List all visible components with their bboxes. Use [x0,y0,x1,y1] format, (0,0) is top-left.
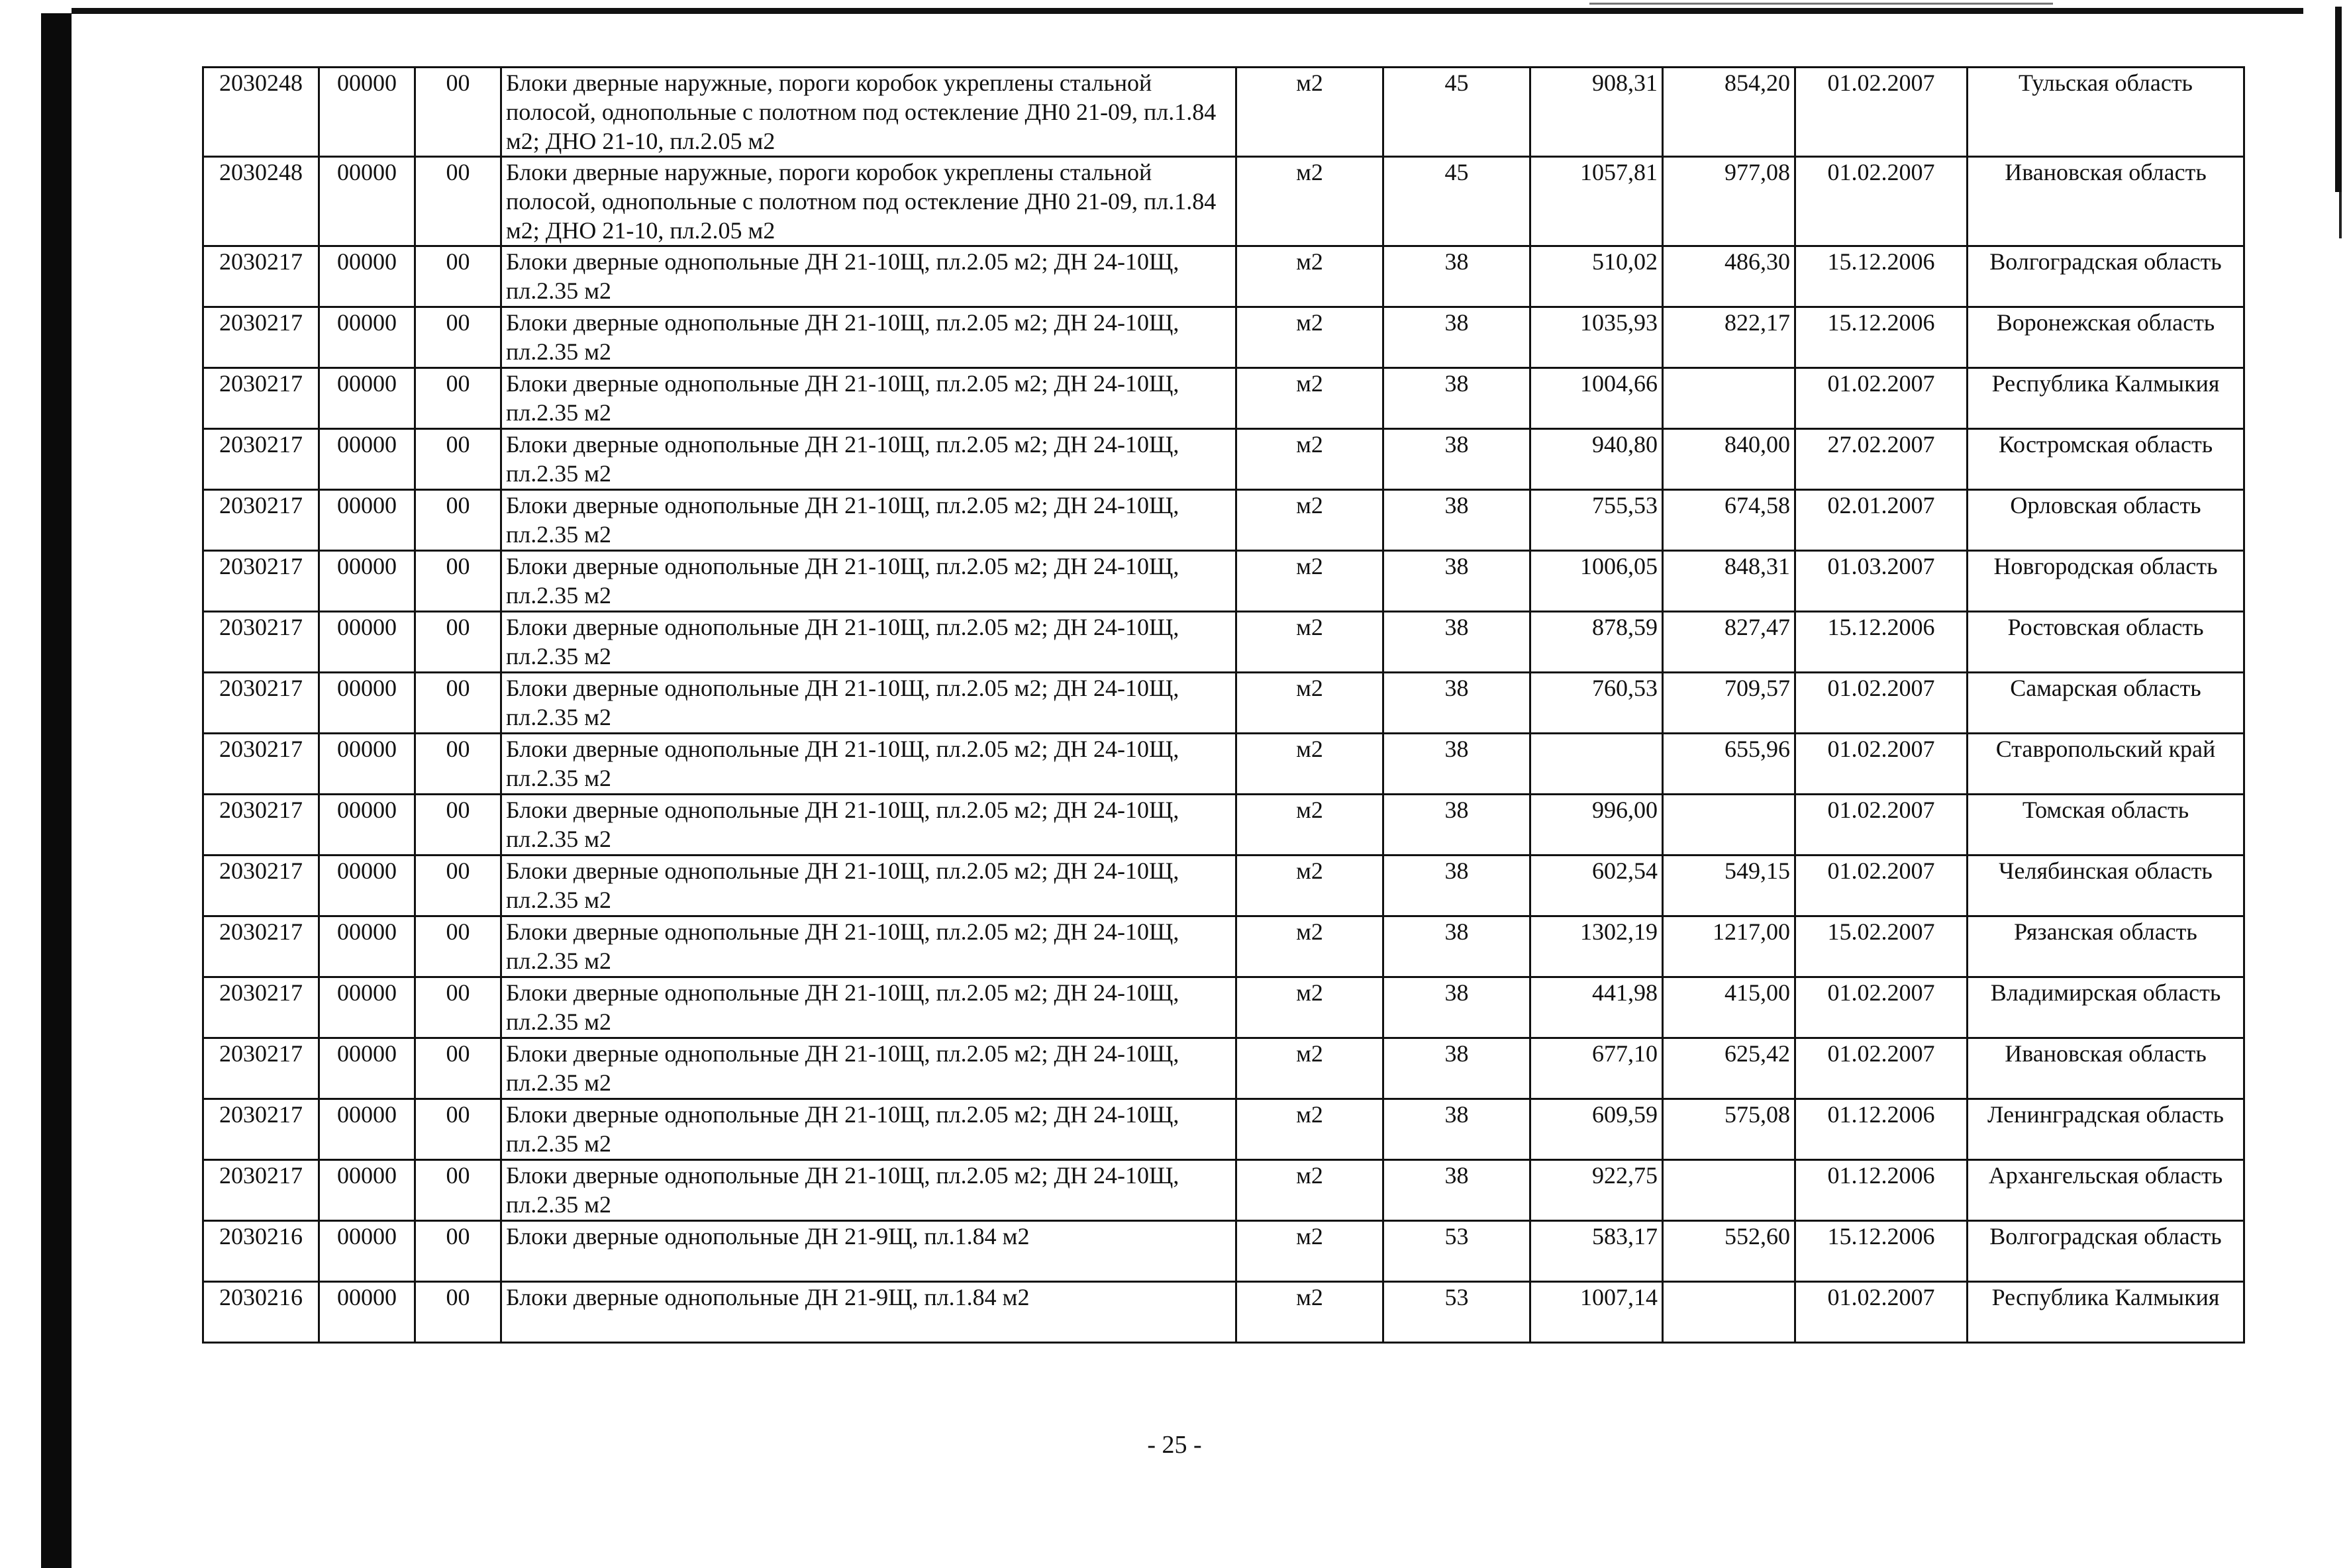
region: Орловская область [1968,490,2244,551]
quantity: 53 [1383,1282,1530,1343]
date: 15.02.2007 [1795,916,1968,977]
item-description: Блоки дверные однопольные ДН 21-10Щ, пл.2.05 м2; ДН 24-10Щ, пл.2.35 м2 [501,1038,1236,1099]
item-description: Блоки дверные однопольные ДН 21-9Щ, пл.1.84 м2 [501,1221,1236,1282]
price-1: 922,75 [1530,1160,1663,1221]
unit: м2 [1236,1038,1383,1099]
sub-code: 00000 [319,1282,415,1343]
item-description: Блоки дверные однопольные ДН 21-10Щ, пл.2.05 м2; ДН 24-10Щ, пл.2.35 м2 [501,1099,1236,1160]
item-description: Блоки дверные однопольные ДН 21-9Щ, пл.1.84 м2 [501,1282,1236,1343]
group-code: 00 [415,1282,501,1343]
region: Тульская область [1968,68,2244,157]
price-2 [1663,795,1795,856]
quantity: 38 [1383,612,1530,673]
table-row [203,612,2244,673]
table-body [203,68,2244,1343]
item-description: Блоки дверные однопольные ДН 21-10Щ, пл.2.05 м2; ДН 24-10Щ, пл.2.35 м2 [501,916,1236,977]
item-code: 2030217 [203,612,319,673]
table-row [203,1160,2244,1221]
item-description: Блоки дверные однопольные ДН 21-10Щ, пл.2.05 м2; ДН 24-10Щ, пл.2.35 м2 [501,612,1236,673]
item-code: 2030248 [203,157,319,246]
price-1: 755,53 [1530,490,1663,551]
quantity: 38 [1383,1099,1530,1160]
price-1: 609,59 [1530,1099,1663,1160]
sub-code: 00000 [319,856,415,916]
unit: м2 [1236,490,1383,551]
region: Рязанская область [1968,916,2244,977]
sub-code: 00000 [319,1221,415,1282]
sub-code: 00000 [319,1160,415,1221]
group-code: 00 [415,916,501,977]
quantity: 38 [1383,368,1530,429]
date: 15.12.2006 [1795,612,1968,673]
region: Волгоградская область [1968,1221,2244,1282]
quantity: 38 [1383,429,1530,490]
item-description: Блоки дверные однопольные ДН 21-10Щ, пл.2.05 м2; ДН 24-10Щ, пл.2.35 м2 [501,307,1236,368]
item-description: Блоки дверные однопольные ДН 21-10Щ, пл.2.05 м2; ДН 24-10Щ, пл.2.35 м2 [501,734,1236,795]
price-1: 1057,81 [1530,157,1663,246]
price-2: 827,47 [1663,612,1795,673]
unit: м2 [1236,673,1383,734]
table-row [203,1282,2244,1343]
item-description: Блоки дверные однопольные ДН 21-10Щ, пл.2.05 м2; ДН 24-10Щ, пл.2.35 м2 [501,368,1236,429]
price-2 [1663,1160,1795,1221]
date: 02.01.2007 [1795,490,1968,551]
table-row [203,977,2244,1038]
price-2: 655,96 [1663,734,1795,795]
price-1: 441,98 [1530,977,1663,1038]
price-2: 709,57 [1663,673,1795,734]
price-table [202,66,2245,1344]
scan-edge-bar [41,13,72,1568]
unit: м2 [1236,368,1383,429]
unit: м2 [1236,1221,1383,1282]
item-description: Блоки дверные однопольные ДН 21-10Щ, пл.2.05 м2; ДН 24-10Щ, пл.2.35 м2 [501,856,1236,916]
price-1: 908,31 [1530,68,1663,157]
group-code: 00 [415,490,501,551]
unit: м2 [1236,429,1383,490]
item-code: 2030217 [203,977,319,1038]
table-row [203,856,2244,916]
date: 01.02.2007 [1795,157,1968,246]
price-1: 878,59 [1530,612,1663,673]
group-code: 00 [415,673,501,734]
quantity: 38 [1383,551,1530,612]
table-row [203,368,2244,429]
region: Владимирская область [1968,977,2244,1038]
item-description: Блоки дверные наружные, пороги коробок укреплены стальной полосой, однопольные с полотном под остекление ДН0 21-09, пл.1.84 м2; ДНО 21-10, пл.2.05 м2 [501,68,1236,157]
price-2: 977,08 [1663,157,1795,246]
table-row [203,734,2244,795]
unit: м2 [1236,1099,1383,1160]
price-2: 552,60 [1663,1221,1795,1282]
item-code: 2030248 [203,68,319,157]
region: Республика Калмыкия [1968,368,2244,429]
table-row [203,246,2244,307]
item-description: Блоки дверные однопольные ДН 21-10Щ, пл.2.05 м2; ДН 24-10Щ, пл.2.35 м2 [501,490,1236,551]
table-row [203,68,2244,157]
group-code: 00 [415,246,501,307]
price-2: 1217,00 [1663,916,1795,977]
price-2: 840,00 [1663,429,1795,490]
item-description: Блоки дверные однопольные ДН 21-10Щ, пл.2.05 м2; ДН 24-10Щ, пл.2.35 м2 [501,1160,1236,1221]
unit: м2 [1236,977,1383,1038]
region: Ростовская область [1968,612,2244,673]
item-code: 2030216 [203,1282,319,1343]
group-code: 00 [415,429,501,490]
item-description: Блоки дверные однопольные ДН 21-10Щ, пл.2.05 м2; ДН 24-10Щ, пл.2.35 м2 [501,795,1236,856]
quantity: 38 [1383,1160,1530,1221]
item-code: 2030217 [203,1160,319,1221]
item-description: Блоки дверные однопольные ДН 21-10Щ, пл.2.05 м2; ДН 24-10Щ, пл.2.35 м2 [501,977,1236,1038]
price-1: 1302,19 [1530,916,1663,977]
item-code: 2030216 [203,1221,319,1282]
quantity: 53 [1383,1221,1530,1282]
sub-code: 00000 [319,246,415,307]
price-1: 510,02 [1530,246,1663,307]
date: 01.02.2007 [1795,977,1968,1038]
region: Костромская область [1968,429,2244,490]
group-code: 00 [415,68,501,157]
region: Томская область [1968,795,2244,856]
item-code: 2030217 [203,795,319,856]
sub-code: 00000 [319,429,415,490]
group-code: 00 [415,157,501,246]
price-2: 415,00 [1663,977,1795,1038]
unit: м2 [1236,734,1383,795]
date: 01.03.2007 [1795,551,1968,612]
table-row [203,1099,2244,1160]
table-row [203,490,2244,551]
table-row [203,673,2244,734]
sub-code: 00000 [319,977,415,1038]
price-1: 1035,93 [1530,307,1663,368]
item-description: Блоки дверные однопольные ДН 21-10Щ, пл.2.05 м2; ДН 24-10Щ, пл.2.35 м2 [501,551,1236,612]
table-row [203,1038,2244,1099]
date: 01.02.2007 [1795,68,1968,157]
item-code: 2030217 [203,1038,319,1099]
region: Челябинская область [1968,856,2244,916]
region: Ивановская область [1968,1038,2244,1099]
sub-code: 00000 [319,490,415,551]
item-code: 2030217 [203,368,319,429]
sub-code: 00000 [319,612,415,673]
quantity: 45 [1383,68,1530,157]
scan-edge-right [2335,7,2342,192]
region: Республика Калмыкия [1968,1282,2244,1343]
quantity: 45 [1383,157,1530,246]
item-code: 2030217 [203,1099,319,1160]
item-code: 2030217 [203,307,319,368]
group-code: 00 [415,1221,501,1282]
item-description: Блоки дверные однопольные ДН 21-10Щ, пл.2.05 м2; ДН 24-10Щ, пл.2.35 м2 [501,673,1236,734]
group-code: 00 [415,612,501,673]
item-description: Блоки дверные однопольные ДН 21-10Щ, пл.2.05 м2; ДН 24-10Щ, пл.2.35 м2 [501,246,1236,307]
date: 15.12.2006 [1795,1221,1968,1282]
unit: м2 [1236,551,1383,612]
sub-code: 00000 [319,734,415,795]
item-code: 2030217 [203,429,319,490]
sub-code: 00000 [319,551,415,612]
price-2: 549,15 [1663,856,1795,916]
sub-code: 00000 [319,916,415,977]
item-code: 2030217 [203,246,319,307]
price-2: 575,08 [1663,1099,1795,1160]
item-code: 2030217 [203,551,319,612]
sub-code: 00000 [319,68,415,157]
quantity: 38 [1383,673,1530,734]
unit: м2 [1236,795,1383,856]
unit: м2 [1236,1160,1383,1221]
table-row [203,551,2244,612]
item-code: 2030217 [203,490,319,551]
sub-code: 00000 [319,1038,415,1099]
price-2: 854,20 [1663,68,1795,157]
unit: м2 [1236,612,1383,673]
table-row [203,307,2244,368]
price-2: 625,42 [1663,1038,1795,1099]
sub-code: 00000 [319,673,415,734]
date: 01.12.2006 [1795,1160,1968,1221]
region: Воронежская область [1968,307,2244,368]
item-code: 2030217 [203,916,319,977]
unit: м2 [1236,246,1383,307]
quantity: 38 [1383,795,1530,856]
price-1: 1006,05 [1530,551,1663,612]
date: 01.02.2007 [1795,673,1968,734]
scan-edge-right-tail [2339,192,2342,238]
group-code: 00 [415,551,501,612]
region: Волгоградская область [1968,246,2244,307]
price-1: 677,10 [1530,1038,1663,1099]
date: 15.12.2006 [1795,307,1968,368]
price-2: 822,17 [1663,307,1795,368]
item-code: 2030217 [203,734,319,795]
price-2: 674,58 [1663,490,1795,551]
item-description: Блоки дверные однопольные ДН 21-10Щ, пл.2.05 м2; ДН 24-10Щ, пл.2.35 м2 [501,429,1236,490]
date: 01.02.2007 [1795,795,1968,856]
table-row [203,795,2244,856]
sub-code: 00000 [319,157,415,246]
quantity: 38 [1383,307,1530,368]
item-code: 2030217 [203,673,319,734]
price-1: 760,53 [1530,673,1663,734]
quantity: 38 [1383,916,1530,977]
price-1: 996,00 [1530,795,1663,856]
unit: м2 [1236,157,1383,246]
group-code: 00 [415,1160,501,1221]
sub-code: 00000 [319,307,415,368]
table-row [203,916,2244,977]
item-description: Блоки дверные наружные, пороги коробок укреплены стальной полосой, однопольные с полотном под остекление ДН0 21-09, пл.1.84 м2; ДНО 21-10, пл.2.05 м2 [501,157,1236,246]
group-code: 00 [415,734,501,795]
unit: м2 [1236,68,1383,157]
group-code: 00 [415,307,501,368]
price-1: 1004,66 [1530,368,1663,429]
price-1: 1007,14 [1530,1282,1663,1343]
price-1: 940,80 [1530,429,1663,490]
group-code: 00 [415,368,501,429]
region: Новгородская область [1968,551,2244,612]
unit: м2 [1236,307,1383,368]
date: 01.02.2007 [1795,1038,1968,1099]
table-row [203,1221,2244,1282]
group-code: 00 [415,977,501,1038]
group-code: 00 [415,1099,501,1160]
price-1: 583,17 [1530,1221,1663,1282]
unit: м2 [1236,856,1383,916]
quantity: 38 [1383,1038,1530,1099]
table-row [203,429,2244,490]
price-2 [1663,368,1795,429]
quantity: 38 [1383,856,1530,916]
region: Самарская область [1968,673,2244,734]
quantity: 38 [1383,246,1530,307]
region: Ивановская область [1968,157,2244,246]
group-code: 00 [415,795,501,856]
page-number: - 25 - [1147,1431,1202,1459]
price-2: 848,31 [1663,551,1795,612]
date: 01.02.2007 [1795,1282,1968,1343]
group-code: 00 [415,1038,501,1099]
price-1 [1530,734,1663,795]
region: Архангельская область [1968,1160,2244,1221]
top-rule-thin [1589,3,2053,5]
quantity: 38 [1383,490,1530,551]
sub-code: 00000 [319,1099,415,1160]
region: Ленинградская область [1968,1099,2244,1160]
price-2 [1663,1282,1795,1343]
unit: м2 [1236,1282,1383,1343]
item-code: 2030217 [203,856,319,916]
date: 15.12.2006 [1795,246,1968,307]
table-row [203,157,2244,246]
date: 27.02.2007 [1795,429,1968,490]
date: 01.12.2006 [1795,1099,1968,1160]
quantity: 38 [1383,977,1530,1038]
date: 01.02.2007 [1795,734,1968,795]
date: 01.02.2007 [1795,368,1968,429]
top-rule [72,8,2303,14]
unit: м2 [1236,916,1383,977]
sub-code: 00000 [319,368,415,429]
sub-code: 00000 [319,795,415,856]
date: 01.02.2007 [1795,856,1968,916]
price-1: 602,54 [1530,856,1663,916]
quantity: 38 [1383,734,1530,795]
price-2: 486,30 [1663,246,1795,307]
region: Ставропольский край [1968,734,2244,795]
group-code: 00 [415,856,501,916]
